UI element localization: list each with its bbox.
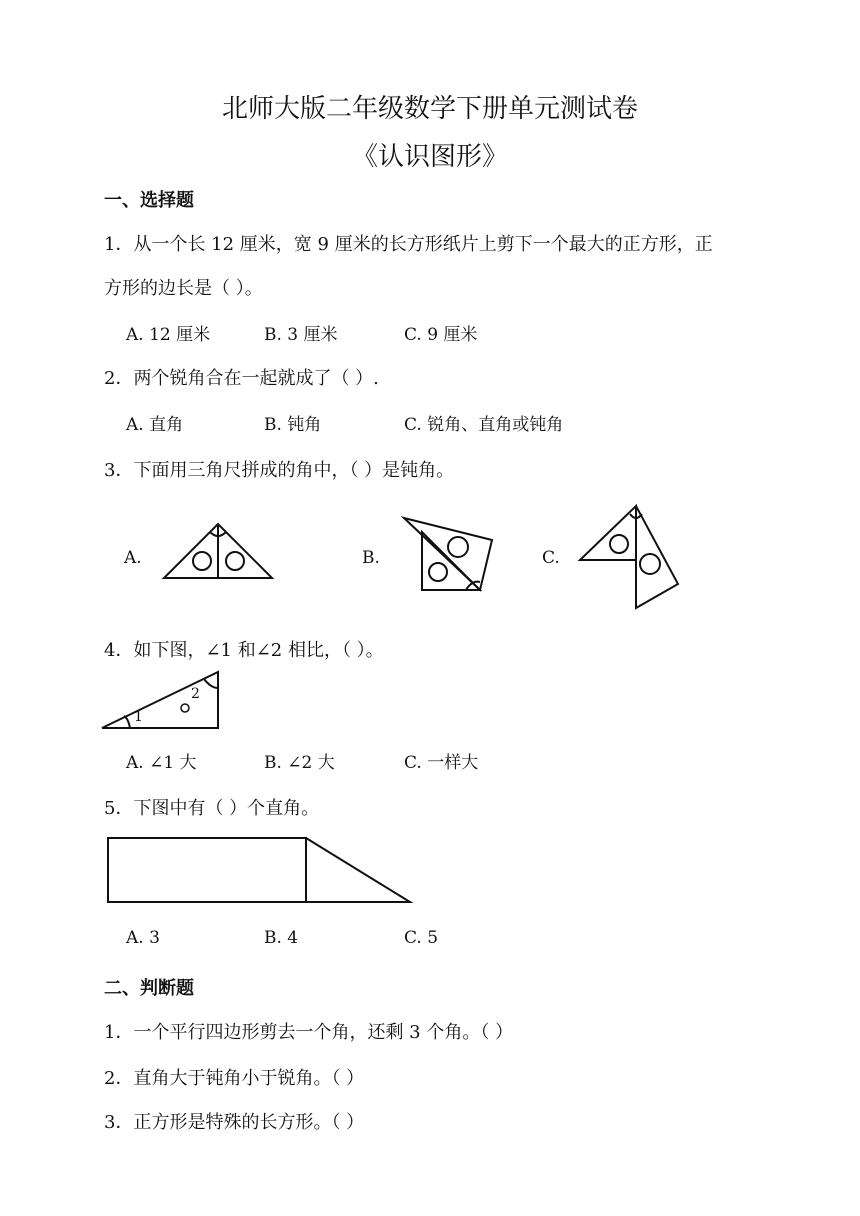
question-4-option-a: A. ∠1 大: [126, 753, 197, 773]
angle-label-2: 2: [191, 686, 200, 702]
question-4-line1: 4．如下图，∠1 和∠2 相比，（ ）。: [104, 640, 384, 661]
figure-label-c: C.: [542, 548, 560, 568]
question-2-option-b: B. 钝角: [264, 415, 322, 435]
question-1-option-b: B. 3 厘米: [264, 325, 338, 345]
judgement-question-3: 3．正方形是特殊的长方形。（ ）: [104, 1112, 365, 1133]
angle-label-1: 1: [134, 709, 143, 725]
question-1-line2: 方形的边长是（ ）。: [104, 278, 263, 299]
page-subtitle: 《认识图形》: [351, 142, 508, 172]
question-4-option-c: C. 一样大: [404, 753, 479, 773]
judgement-question-2: 2．直角大于钝角小于锐角。（ ）: [104, 1068, 365, 1089]
question-1-line1: 1．从一个长 12 厘米，宽 9 厘米的长方形纸片上剪下一个最大的正方形，正: [104, 234, 713, 255]
judgement-question-1: 1．一个平行四边形剪去一个角，还剩 3 个角。（ ）: [104, 1022, 514, 1043]
question-5-option-b: B. 4: [264, 928, 299, 948]
question-3-line1: 3．下面用三角尺拼成的角中，（ ）是钝角。: [104, 460, 455, 481]
question-2-line1: 2．两个锐角合在一起就成了（ ）.: [104, 368, 379, 389]
section-heading-judgement: 二、判断题: [104, 978, 194, 999]
question-2-option-c: C. 锐角、直角或钝角: [404, 415, 564, 435]
page-title: 北师大版二年级数学下册单元测试卷: [221, 94, 638, 124]
question-5-option-c: C. 5: [404, 928, 439, 948]
figure-label-a: A.: [124, 548, 142, 568]
section-heading-choice: 一、选择题: [104, 190, 194, 211]
figure-label-b: B.: [362, 548, 380, 568]
question-4-option-b: B. ∠2 大: [264, 753, 335, 773]
question-2-option-a: A. 直角: [126, 415, 184, 435]
question-5-line1: 5．下图中有（ ）个直角。: [104, 798, 320, 819]
question-1-option-a: A. 12 厘米: [126, 325, 211, 345]
question-1-option-c: C. 9 厘米: [404, 325, 478, 345]
question-5-option-a: A. 3: [126, 928, 160, 948]
